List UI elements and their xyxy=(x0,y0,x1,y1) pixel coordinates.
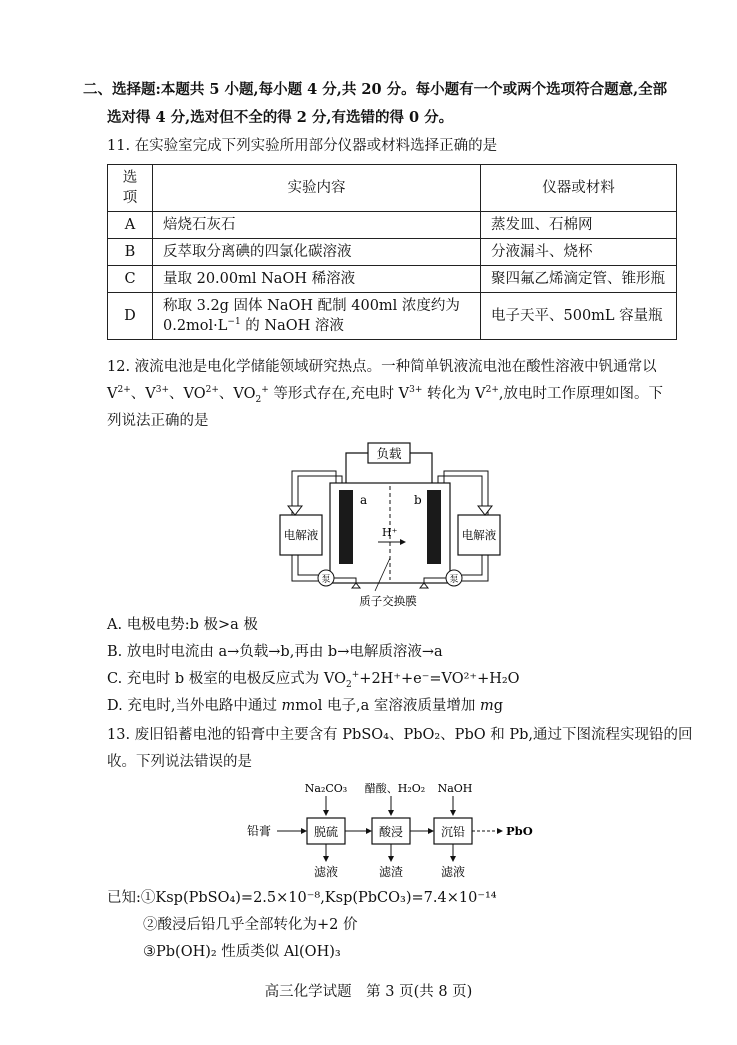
proton-label: H⁺ xyxy=(382,526,398,539)
reagent1-label: Na₂CO₃ xyxy=(304,782,348,795)
option-d-mid: mol 电子,a 室溶液质量增加 xyxy=(295,698,480,714)
table-row xyxy=(108,212,677,239)
table-row xyxy=(108,239,677,266)
option-c-post: +2H⁺+e⁻=VO²⁺+H₂O xyxy=(359,671,520,687)
electrolyte-right-label: 电解液 xyxy=(461,528,497,542)
out2-label: 滤渣 xyxy=(378,865,404,878)
option-c-charge: + xyxy=(351,670,360,681)
option-d-pre: D. 充电时,当外电路中通过 xyxy=(107,698,282,714)
q12-stem-line2: $V^{2+}$、$V^{3+}$、$VO^{2+}$、$VO_2^+$ 等形式存在,充电时 $V^{3+}$ 转化为 $V^{2+}$,放电时工作原理如图。下 xyxy=(107,385,663,405)
row-option: B xyxy=(108,239,153,266)
input-label: 铅膏 xyxy=(247,824,272,838)
option-c-pre: C. 充电时 b 极室的电极反应式为 VO xyxy=(107,671,347,687)
reagent3-label: NaOH xyxy=(437,782,473,795)
conc-value: 0.2mol·L xyxy=(163,318,228,334)
ion-v: V xyxy=(145,386,156,402)
membrane-label: 质子交换膜 xyxy=(359,594,417,608)
row-content: 反萃取分离碘的四氯化碳溶液 xyxy=(153,239,481,266)
flow-battery-diagram xyxy=(270,438,510,608)
q12-option-c xyxy=(107,669,520,689)
option-d-end: g xyxy=(493,698,504,714)
ion-subscript: 2 xyxy=(255,394,262,405)
row-option: A xyxy=(108,212,153,239)
row-material: 蒸发皿、石棉网 xyxy=(481,212,677,239)
header-material: 仪器或材料 xyxy=(481,165,677,212)
row-content: 焙烧石灰石 xyxy=(153,212,481,239)
electrode-a xyxy=(339,490,353,564)
table-row xyxy=(108,293,677,340)
pump-right-label: 泵 xyxy=(449,575,459,585)
stem-text: 等形式存在,充电时 V xyxy=(268,386,410,402)
step3-label: 沉铅 xyxy=(440,825,466,839)
table-header-row xyxy=(108,165,677,212)
lead-recovery-flowchart xyxy=(245,778,545,878)
ion-charge: 2+ xyxy=(485,385,499,396)
row-material: 分液漏斗、烧杯 xyxy=(481,239,677,266)
ion-charge: 2+ xyxy=(117,385,131,396)
arrow-into-left-tank xyxy=(288,506,302,515)
ion-v: V xyxy=(107,386,118,402)
ion-charge: 3+ xyxy=(155,385,170,396)
row-material: 聚四氟乙烯滴定管、锥形瓶 xyxy=(481,266,677,293)
q13-stem-line2: 收。下列说法错误的是 xyxy=(107,754,252,770)
pipe-left-bottom-inner xyxy=(298,555,318,575)
row-option: D xyxy=(108,293,153,340)
electrode-b-label: b xyxy=(414,493,422,507)
ion-charge: 3+ xyxy=(409,385,423,396)
q12-option-a: A. 电极电势:b 极>a 极 xyxy=(107,617,258,633)
stem-text: 转化为 V xyxy=(422,386,486,402)
out3-label: 滤液 xyxy=(440,865,466,878)
ion-vo: VO xyxy=(233,386,256,402)
table-row xyxy=(108,266,677,293)
out1-label: 滤液 xyxy=(313,865,339,878)
pipe-right-bottom-inner xyxy=(462,555,482,575)
section-heading-line1: 二、选择题:本题共 5 小题,每小题 4 分,共 20 分。每小题有一个或两个选项符合题意,全部 xyxy=(83,81,668,98)
step2-label: 酸浸 xyxy=(378,825,404,839)
pump-left-label: 泵 xyxy=(321,575,331,585)
option-d-var: m xyxy=(480,698,494,714)
reagent2-label: 醋酸、H₂O₂ xyxy=(364,782,426,795)
load-label: 负载 xyxy=(376,446,402,461)
conc-tail: 的 NaOH 溶液 xyxy=(240,318,344,334)
row-option: C xyxy=(108,266,153,293)
arrow-into-cell-right xyxy=(420,583,428,588)
option-d-var: m xyxy=(281,698,296,714)
product-label: PbO xyxy=(506,824,533,838)
row-content: 量取 20.00ml NaOH 稀溶液 xyxy=(153,266,481,293)
electrolyte-left-label: 电解液 xyxy=(283,528,319,542)
q12-stem-line1: 12. 液流电池是电化学储能领域研究热点。一种简单钒液流电池在酸性溶液中钒通常以 xyxy=(107,359,657,375)
electrode-a-label: a xyxy=(360,493,368,507)
q12-option-d xyxy=(107,696,503,716)
q12-stem-line3: 列说法正确的是 xyxy=(107,413,209,429)
row-content-line1: 称取 3.2g 固体 NaOH 配制 400ml 浓度约为 xyxy=(163,298,460,314)
header-option: 选项 xyxy=(108,165,153,212)
arrow-into-right-tank xyxy=(478,506,492,515)
step1-label: 脱硫 xyxy=(313,825,339,839)
section-heading-line2: 选对得 4 分,选对但不全的得 2 分,有选错的得 0 分。 xyxy=(107,109,454,126)
row-material: 电子天平、500mL 容量瓶 xyxy=(481,293,677,340)
ion-charge: 2+ xyxy=(205,385,219,396)
q12-option-b: B. 放电时电流由 a→负载→b,再由 b→电解质溶液→a xyxy=(107,644,443,660)
q13-known-3: ③Pb(OH)₂ 性质类似 Al(OH)₃ xyxy=(143,944,341,960)
page-footer: 高三化学试题 第 3 页(共 8 页) xyxy=(264,984,473,1000)
ion-vo: VO xyxy=(183,386,206,402)
q11-table xyxy=(107,164,677,340)
arrow-into-cell-left xyxy=(352,583,360,588)
conc-exponent: −1 xyxy=(227,317,241,328)
header-content: 实验内容 xyxy=(153,165,481,212)
pipe-left-bottom xyxy=(292,555,318,581)
q13-stem-line1: 13. 废旧铅蓄电池的铅膏中主要含有 PbSO₄、PbO₂、PbO 和 Pb,通过下图流程实现铅的回 xyxy=(107,727,693,743)
electrode-b xyxy=(427,490,441,564)
pipe-right-bottom xyxy=(462,555,488,581)
q13-known-2: ②酸浸后铅几乎全部转化为+2 价 xyxy=(143,917,358,933)
option-c-subscript: 2 xyxy=(346,679,352,690)
stem-text: ,放电时工作原理如图。下 xyxy=(498,386,663,402)
ion-charge: + xyxy=(261,385,269,396)
q11-stem: 11. 在实验室完成下列实验所用部分仪器或材料选择正确的是 xyxy=(107,138,498,154)
row-content xyxy=(153,293,481,340)
q13-known-1: 已知:①Ksp(PbSO₄)=2.5×10⁻⁸,Ksp(PbCO₃)=7.4×10⁻¹⁴ xyxy=(107,890,497,906)
row-content-line2 xyxy=(163,316,470,336)
